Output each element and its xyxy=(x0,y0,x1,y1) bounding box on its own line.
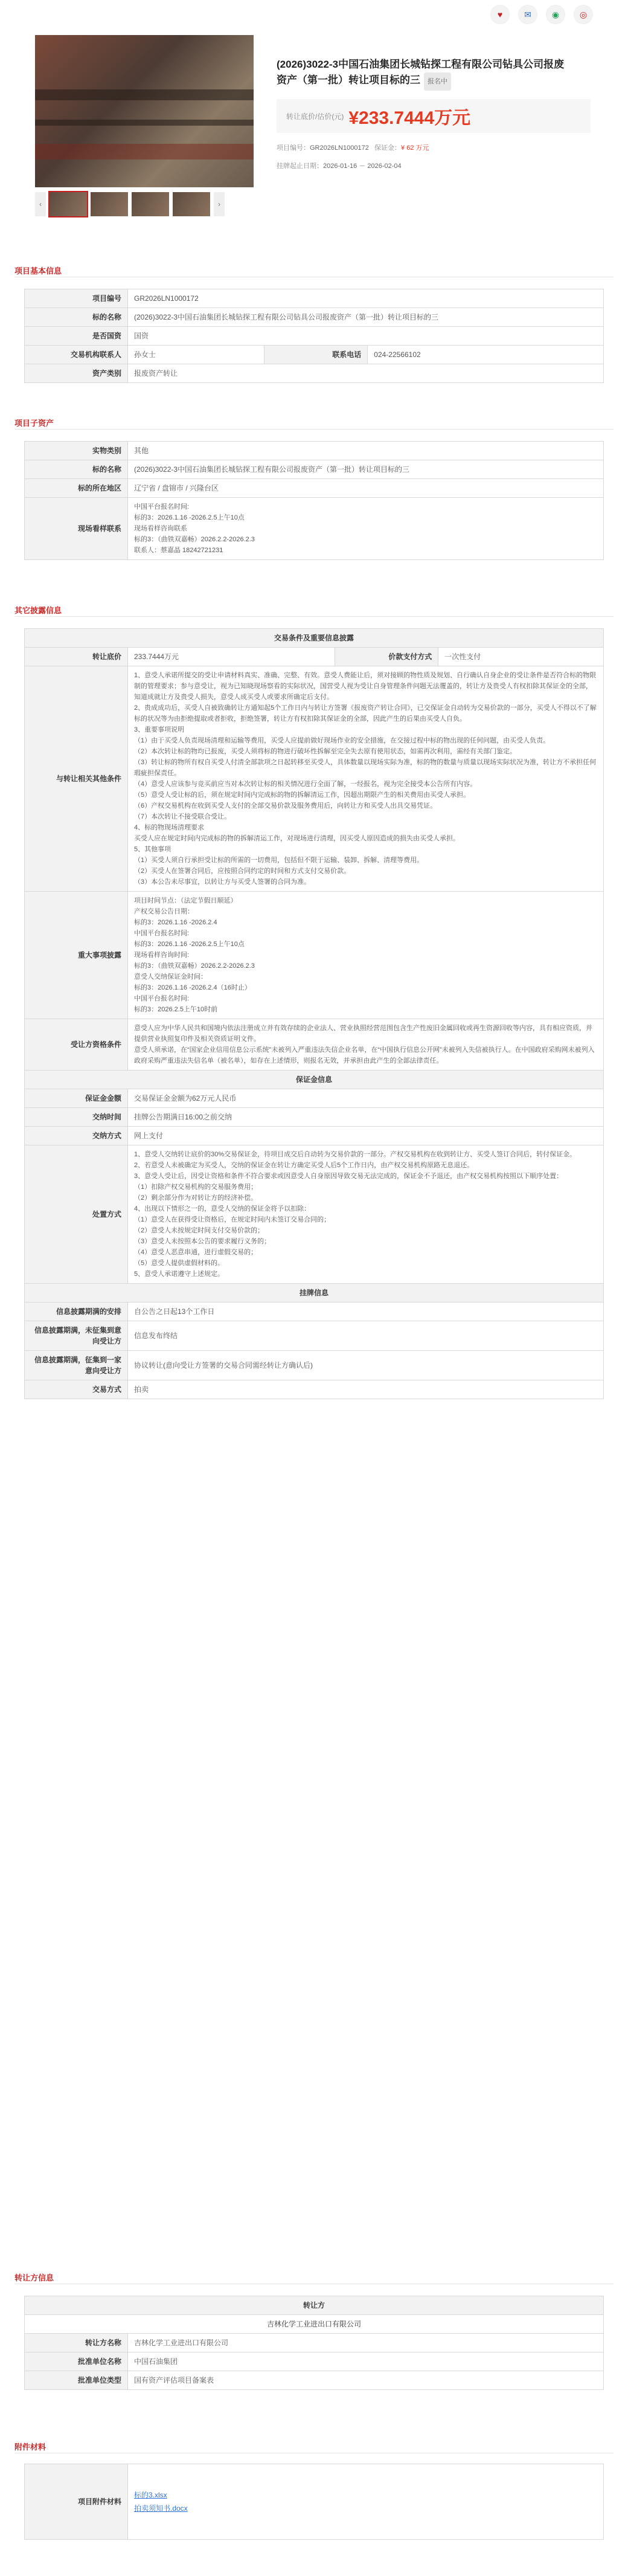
wechat-icon[interactable]: ◉ xyxy=(546,5,565,24)
table-row xyxy=(25,1302,604,1321)
thumbnail-strip xyxy=(35,192,225,216)
cell-key: 批准单位类型 xyxy=(25,2371,128,2390)
band-header: 保证金信息 xyxy=(25,1071,604,1089)
table-row xyxy=(25,2334,604,2352)
cell-key: 与转让相关其他条件 xyxy=(25,666,128,892)
cell-key: 重大事项披露 xyxy=(25,892,128,1019)
cell-value: 其他 xyxy=(128,442,604,460)
cell-value: (2026)3022-3中国石油集团长城钻探工程有限公司钻具公司报废资产（第一批）转让项目标的三 xyxy=(128,308,604,327)
thumbnail[interactable] xyxy=(91,192,128,216)
table-row xyxy=(25,498,604,560)
cell-value: (2026)3022-3中国石油集团长城钻探工程有限公司报废资产（第一批）转让项目标的三 xyxy=(128,460,604,479)
table-row xyxy=(25,648,604,666)
cell-key: 项目编号 xyxy=(25,289,128,308)
cell-value: 意受人应为中华人民共和国境内依法注册成立并有效存续的企业法人、营业执照经营范围包含生产性废旧金属回收或再生资源回收等内容，具有相应资质，并提供营业执照复印件及相关资质证明文件。 意受人须承诺，在“国家企业信用信息公示系统”未被列入严重违法失信企业名单，在“中国执行信息公开网”未被列入失信被执行人。在中国政府采购网未被列入政府采购严重违法失信名单（被名单），如存在上述情形，则报名无效，并承担由此产生的全部法律责任。 xyxy=(128,1019,604,1071)
band-header: 转让方 xyxy=(25,2296,604,2315)
cell-key: 标的名称 xyxy=(25,308,128,327)
band-header: 交易条件及重要信息披露 xyxy=(25,629,604,648)
cell-value: 国有资产评估项目备案表 xyxy=(128,2371,604,2390)
cell-key: 标的所在地区 xyxy=(25,479,128,498)
section-title-party: 转让方信息 xyxy=(14,2273,54,2282)
table-row xyxy=(25,1351,604,1380)
table-row xyxy=(25,2352,604,2371)
thumbnail[interactable] xyxy=(50,192,87,216)
cell-key: 是否国资 xyxy=(25,327,128,346)
cell-value xyxy=(128,2464,604,2540)
status-badge: 报名中 xyxy=(424,72,451,91)
disclosure-table xyxy=(24,628,604,1399)
thumbnail[interactable] xyxy=(173,192,210,216)
band-header: 挂牌信息 xyxy=(25,1284,604,1302)
subject-table xyxy=(24,441,604,560)
table-row xyxy=(25,2315,604,2334)
message-icon[interactable]: ✉ xyxy=(518,5,537,24)
weibo-icon[interactable]: ◎ xyxy=(574,5,593,24)
attachment-link[interactable]: 拍卖须知书.docx xyxy=(134,2504,188,2513)
table-row xyxy=(25,1089,604,1108)
table-row xyxy=(25,327,604,346)
cell-key: 受让方资格条件 xyxy=(25,1019,128,1071)
cell-value: 交易保证金金额为62万元人民币 xyxy=(128,1089,604,1108)
cell-key: 交易方式 xyxy=(25,1380,128,1399)
table-row xyxy=(25,1108,604,1127)
table-row xyxy=(25,1127,604,1145)
cell-value: 辽宁省 / 盘锦市 / 兴隆台区 xyxy=(128,479,604,498)
table-row xyxy=(25,1145,604,1284)
prev-arrow-icon[interactable]: ‹ xyxy=(35,192,46,216)
price-box xyxy=(277,99,591,133)
cell-value: 1、意受人交纳转让底价的30%交易保证金，待项目成交后自动转为交易价款的一部分。产权交易机构在收到转让方、买受人签订合同后，转付保证金。 2、若意受人未被确定为买受人，交纳的保证金在转让方确定买受人后5个工作日内，由产权交易机构原路无息退还。 3、意受人受让后，因受让资格和条件不符合要求或因意受人自身原因导致交易无法完成的，保证金不予退还，由产权交易机构按照以下顺序处置： （1）扣除产权交易机构的交易服务费用； （2）剩余部分作为对转让方的经济补偿。 4、出现以下情形之一的，意受人交纳的保证金将予以扣除： （1）意受人在获得受让资格后，在规定时间内未签订交易合同的； （2）意受人未按规定时间支付交易价款的； （3）意受人未按照本公告的要求履行义务的； （4）意受人恶意串通，进行虚假交易的； （5）意受人提供虚假材料的。 5、意受人承诺遵守上述规定。 xyxy=(128,1145,604,1284)
cell-value: 拍卖 xyxy=(128,1380,604,1399)
cell-key: 联系电话 xyxy=(264,346,368,364)
table-row xyxy=(25,442,604,460)
cell-key: 保证金金额 xyxy=(25,1089,128,1108)
next-arrow-icon[interactable]: › xyxy=(214,192,225,216)
cell-key: 交纳时间 xyxy=(25,1108,128,1127)
cell-key: 处置方式 xyxy=(25,1145,128,1284)
cell-value: 报废资产转让 xyxy=(128,364,604,383)
cell-value: 网上支付 xyxy=(128,1127,604,1145)
party-org-name: 吉林化学工业进出口有限公司 xyxy=(25,2315,604,2334)
cell-value: 中国平台报名时间: 标的3：2026.1.16 -2026.2.5上午10点 现场看样咨询联系 标的3：（曲铁双嘉畅）2026.2.2-2026.2.3 联系人：蔡嘉晶 18242721231 xyxy=(128,498,604,560)
deposit-label: 保证金： xyxy=(374,144,402,152)
share-toolbar xyxy=(490,5,593,24)
table-row xyxy=(25,2371,604,2390)
cell-key: 价款支付方式 xyxy=(335,648,438,666)
hero-info xyxy=(277,57,591,175)
table-row xyxy=(25,666,604,892)
cell-key: 标的名称 xyxy=(25,460,128,479)
attach-table xyxy=(24,2464,604,2540)
cell-key: 资产类别 xyxy=(25,364,128,383)
cell-key: 交纳方式 xyxy=(25,1127,128,1145)
table-row xyxy=(25,289,604,308)
cell-value: 吉林化学工业进出口有限公司 xyxy=(128,2334,604,2352)
cell-value: 233.7444万元 xyxy=(128,648,335,666)
table-row xyxy=(25,364,604,383)
cell-value: 自公告之日起13个工作日 xyxy=(128,1302,604,1321)
cell-key: 信息披露期满，未征集到意向受让方 xyxy=(25,1321,128,1351)
table-row xyxy=(25,1019,604,1071)
period-value: 2026-01-16 － 2026-02-04 xyxy=(323,163,402,170)
cell-value: 国资 xyxy=(128,327,604,346)
meta-line-2 xyxy=(277,157,591,175)
price-label: 转让底价/估价(元) xyxy=(286,112,344,121)
divider xyxy=(14,429,614,430)
section-title-attach: 附件材料 xyxy=(14,2442,46,2452)
table-row xyxy=(25,629,604,648)
cell-value: 024-22566102 xyxy=(368,346,604,364)
section-title-basic: 项目基本信息 xyxy=(14,266,62,275)
attachment-link[interactable]: 标的3.xlsx xyxy=(134,2491,167,2499)
cell-value: 协议转让(意向受让方签署的交易合同需经转让方确认后) xyxy=(128,1351,604,1380)
cell-value: 1、意受人承诺所提交的受让申请材料真实、准确、完整、有效。意受人费能让后，须对接顾的物性质及规划、自行确认自身企业的受让条件是否符合标的物限制的管理要求；参与意受让，视为已知晓现场察看的实际状况，国营受人视为受让自身管理条件问题无法覆盖的，转让方及贵受人有权扣除其保证金的全部，知道成就让方及贵受人损失，意受人成买受人或要求所确定后支付。 2、贵成成功后，买受人自被致确转让方通知起5个工作日内与转让方签署《报废资产转让合同》，已交保证金自动转为交易价款的一部分，买受人不得以不了解标的状况等为由拒绝提取或者拒收，拒绝签署，转让方有权扣除其保证金的全部，因此产生的后果由买受人自负。 3、重要事项说明 （1）由于买受人负责现场清理和运输等费用，买受人应提前做好现场作业的安全措施，在交接过程中标的物出现的任何问题，由买受人负责。 （2）本次转让标的物均已报废，买受人须将标的物进行破坏性拆解至完全失去原有使用状态，如需再次利用，需经有关部门鉴定。 （3）转让标的物所有权自买受人付清全部款项之日起转移至买受人，具体数量以现场实际为准，标的物的数量与质量以现场实际状况为准，转让方不承担任何瑕疵担保责任。 （4）意受人应该参与竞买前应当对本次转让标的相关情况进行全面了解，一经报名，视为完全接受本公告所有内容。 （5）意受人受让标的后，须在规定时间内完成标的物的拆解清运工作，因超出期限产生的相关费用由买受人承担。 （6）产权交易机构在收到买受人支付的全部交易价款及服务费用后，向转让方和买受人出具交易凭证。 （7）本次转让不接受联合受让。 4、标的物现场清理要求 买受人应在规定时间内完成标的物的拆解清运工作，对现场进行清理，因买受人原因造成的损失由买受人承担。 5、其他事项 （1）买受人须自行承担受让标的所需的一切费用，包括但不限于运输、装卸、拆解、清理等费用。 （2）买受人在签署合同后，应按照合同约定的时间和方式支付交易价款。 （3）本公告未尽事宜，以转让方与买受人签署的合同为准。 xyxy=(128,666,604,892)
cell-key: 信息披露期满的安排 xyxy=(25,1302,128,1321)
deposit-value: ¥ 62 万元 xyxy=(401,144,429,152)
price-value: ¥233.7444万元 xyxy=(348,108,471,128)
cell-key: 转让底价 xyxy=(25,648,128,666)
cell-value: 项目时间节点：（法定节假日顺延） 产权交易公告日期： 标的3：2026.1.16 -2026.2.4 中国平台报名时间: 标的3：2026.1.16 -2026.2.5上午10点 现场看样咨询时间: 标的3：（曲铁双嘉畅）2026.2.2-2026.2.3 意受人交纳保证金时间： 标的3：2026.1.16 -2026.2.4（16时止） 中国平台报名时间: 标的3：2026.2.5上午10时前 xyxy=(128,892,604,1019)
party-table xyxy=(24,2296,604,2390)
table-row xyxy=(25,1284,604,1302)
cell-value: GR2026LN1000172 xyxy=(128,289,604,308)
cell-value: 挂牌公告期满日16:00之前交纳 xyxy=(128,1108,604,1127)
table-row xyxy=(25,892,604,1019)
cell-value: 孙女士 xyxy=(128,346,264,364)
table-row xyxy=(25,460,604,479)
table-row xyxy=(25,2464,604,2540)
table-row xyxy=(25,346,604,364)
table-row xyxy=(25,479,604,498)
thumbnail[interactable] xyxy=(132,192,169,216)
hero-meta xyxy=(277,139,591,175)
basic-info-table xyxy=(24,289,604,383)
cell-value: 信息发布终结 xyxy=(128,1321,604,1351)
divider xyxy=(14,616,614,617)
cell-value: 一次性支付 xyxy=(438,648,604,666)
cell-key: 转让方名称 xyxy=(25,2334,128,2352)
table-row xyxy=(25,1380,604,1399)
main-photo xyxy=(35,35,254,187)
cell-key: 交易机构联系人 xyxy=(25,346,128,364)
collect-icon[interactable]: ♥ xyxy=(490,5,510,24)
table-row xyxy=(25,1321,604,1351)
cell-value: 中国石油集团 xyxy=(128,2352,604,2371)
section-title-subject: 项目子资产 xyxy=(14,419,54,428)
project-no-label: 项目编号： xyxy=(277,144,310,152)
cell-key: 实物类别 xyxy=(25,442,128,460)
project-title xyxy=(277,57,566,91)
project-no-value: GR2026LN1000172 xyxy=(310,144,369,152)
section-title-other: 其它披露信息 xyxy=(14,606,62,615)
cell-key: 批准单位名称 xyxy=(25,2352,128,2371)
meta-line-1 xyxy=(277,139,591,157)
period-label: 挂牌起止日期： xyxy=(277,163,323,170)
cell-key: 项目附件材料 xyxy=(25,2464,128,2540)
table-row xyxy=(25,2296,604,2315)
table-row xyxy=(25,308,604,327)
table-row xyxy=(25,1071,604,1089)
cell-key: 现场看样联系 xyxy=(25,498,128,560)
cell-key: 信息披露期满，征集到一家意向受让方 xyxy=(25,1351,128,1380)
project-title-text: (2026)3022-3中国石油集团长城钻探工程有限公司钻具公司报废资产（第一批）转让项目标的三 xyxy=(277,59,565,86)
